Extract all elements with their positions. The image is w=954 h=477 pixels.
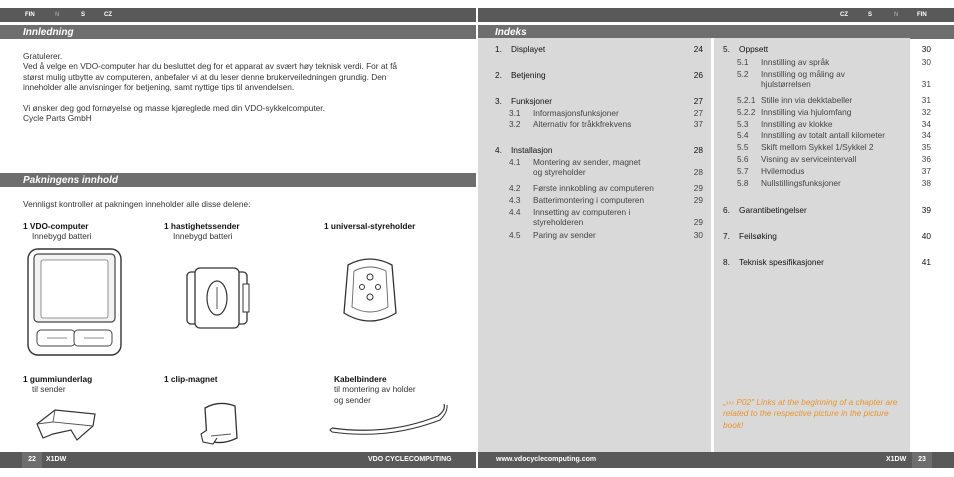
intro-spacer xyxy=(23,93,473,103)
lang-cz: CZ xyxy=(840,12,848,18)
toc-label: Displayet xyxy=(511,44,546,54)
note-line: „››› P02" Links at the beginning of a chapter are xyxy=(723,397,898,407)
toc-label: Første innkobling av computeren xyxy=(533,183,654,193)
toc-page: 41 xyxy=(921,257,931,267)
toc-number: 4.1 xyxy=(509,157,521,167)
toc-label: Innstilling av klokke xyxy=(761,119,833,129)
toc-number: 5.1 xyxy=(737,57,749,67)
toc-number: 3.2 xyxy=(509,119,521,129)
handlebar-mount-icon xyxy=(340,255,400,327)
toc-label: Innstilling via hjulomfang xyxy=(761,107,852,117)
toc-number: 3.1 xyxy=(509,108,521,118)
toc-label-continued: styreholderen xyxy=(533,217,584,228)
toc-label: Alternativ for tråkkfrekvens xyxy=(533,119,632,129)
toc-page: 24 xyxy=(693,44,703,54)
intro-line: Vi ønsker deg god fornøyelse og masse kjøreglede med din VDO-sykkelcomputer. xyxy=(23,102,325,113)
toc-label: Batterimontering i computeren xyxy=(533,195,645,205)
toc-label: Nullstillingsfunksjoner xyxy=(761,178,841,188)
column-gap xyxy=(711,38,714,452)
toc-label: Oppsett xyxy=(739,44,769,54)
lang-n: N xyxy=(894,12,899,18)
item-title: Kabelbindere xyxy=(334,374,387,384)
item-title: 1 clip-magnet xyxy=(164,374,218,384)
toc-page: 40 xyxy=(921,231,931,241)
toc-number: 3. xyxy=(495,96,502,106)
package-item-magnet xyxy=(164,374,217,384)
toc-label: Installasjon xyxy=(511,145,553,155)
intro-text xyxy=(23,51,473,123)
toc-number: 8. xyxy=(723,257,730,267)
toc-label-continued: hjulstørrelsen xyxy=(761,79,811,90)
item-subtitle: Innebygd batteri xyxy=(32,231,92,242)
toc-page: 29 xyxy=(693,195,703,205)
toc-number: 5.8 xyxy=(737,178,749,188)
toc-number: 5.3 xyxy=(737,119,749,129)
lang-s: S xyxy=(868,12,873,18)
intro-line: Gratulerer. xyxy=(23,51,63,61)
item-subtitle: til montering av holder xyxy=(334,384,416,395)
page-divider xyxy=(476,452,478,468)
toc-number: 4.4 xyxy=(509,207,521,217)
website-url: www.vdocyclecomputing.com xyxy=(496,456,597,463)
intro-line: Ved å velge en VDO-computer har du besluttet deg for et apparat av svært høy teknisk verdi. For at få xyxy=(23,61,398,72)
index-list-1 xyxy=(495,44,703,254)
toc-label: Visning av serviceintervall xyxy=(761,154,857,164)
package-item-sensor xyxy=(164,221,240,242)
toc-page: 27 xyxy=(693,96,703,106)
left-page-number: 22 xyxy=(22,452,42,468)
item-title: 1 universal-styreholder xyxy=(324,221,416,231)
toc-number: 4. xyxy=(495,145,502,155)
package-intro: Vennligst kontroller at pakningen inneholder alle disse delene: xyxy=(23,199,251,209)
lang-fin: FIN xyxy=(917,12,927,18)
toc-number: 2. xyxy=(495,70,502,80)
toc-page: 36 xyxy=(921,154,931,164)
toc-number: 7. xyxy=(723,231,730,241)
toc-number: 1. xyxy=(495,44,502,54)
item-subtitle: til sender xyxy=(32,384,66,395)
chapter-link-note xyxy=(723,397,943,431)
toc-number: 5.6 xyxy=(737,154,749,164)
package-item-rubber xyxy=(23,374,92,395)
toc-number: 5.5 xyxy=(737,142,749,152)
speed-sensor-icon xyxy=(183,266,253,330)
toc-label: Feilsøking xyxy=(739,231,777,241)
toc-label: Innstilling av språk xyxy=(761,57,830,67)
lang-s: S xyxy=(81,12,86,18)
top-language-bar-right xyxy=(478,8,954,22)
toc-number: 5.2.2 xyxy=(737,107,756,117)
toc-number: 5.4 xyxy=(737,130,749,140)
toc-number: 5.2 xyxy=(737,69,749,79)
toc-number: 5. xyxy=(723,44,730,54)
toc-page: 38 xyxy=(921,178,931,188)
toc-label-continued: og styreholder xyxy=(533,167,586,178)
cable-tie-icon xyxy=(328,402,450,438)
index-heading: Indeks xyxy=(478,25,954,39)
lang-cz: CZ xyxy=(104,12,112,18)
lang-n: N xyxy=(55,12,60,18)
toc-label: Montering av sender, magnet xyxy=(533,157,641,167)
toc-page: 34 xyxy=(921,119,931,129)
toc-page: 28 xyxy=(693,145,703,155)
toc-page: 27 xyxy=(693,108,703,118)
package-heading: Pakningens innhold xyxy=(0,173,476,187)
right-page-number: 23 xyxy=(912,452,932,468)
intro-line: inneholder alle anvisninger for betjening, samt nyttige tips til anvendelsen. xyxy=(23,82,295,93)
item-subtitle: og sender xyxy=(334,394,371,405)
lang-fin: FIN xyxy=(25,12,35,18)
item-title: 1 gummiunderlag xyxy=(23,374,93,384)
toc-page: 31 xyxy=(921,95,931,105)
toc-page: 34 xyxy=(921,130,931,140)
toc-label: Innstilling og måling av xyxy=(761,69,845,79)
toc-label: Innstilling av totalt antall kilometer xyxy=(761,130,886,140)
item-title: 1 VDO-computer xyxy=(23,221,89,231)
toc-page: 30 xyxy=(921,57,931,67)
note-line: book! xyxy=(723,419,744,430)
toc-label: Paring av sender xyxy=(533,230,596,240)
intro-heading: Innledning xyxy=(0,25,476,39)
toc-page: 32 xyxy=(921,107,931,117)
brand-name: VDO CYCLECOMPUTING xyxy=(368,456,452,463)
toc-page: 37 xyxy=(693,119,703,129)
right-model: X1DW xyxy=(886,456,907,463)
toc-label: Funksjoner xyxy=(511,96,553,106)
package-item-cableties xyxy=(334,374,416,405)
intro-line: Cycle Parts GmbH xyxy=(23,113,92,124)
intro-line: størst mulig utbytte av computeren, anbefaler vi at du leser denne brukerveiledningen grundig. Den xyxy=(23,71,387,82)
note-line: related to the respective picture in the picture xyxy=(723,408,889,419)
toc-number: 5.2.1 xyxy=(737,95,756,105)
toc-label: Skift mellom Sykkel 1/Sykkel 2 xyxy=(761,142,874,152)
toc-number: 4.3 xyxy=(509,195,521,205)
bike-computer-icon xyxy=(27,248,122,356)
toc-number: 5.7 xyxy=(737,166,749,176)
toc-page: 28 xyxy=(693,167,703,178)
toc-page: 29 xyxy=(693,217,703,228)
toc-number: 4.5 xyxy=(509,230,521,240)
toc-label: Hvilemodus xyxy=(761,166,805,176)
item-title: 1 hastighetssender xyxy=(164,221,240,231)
toc-number: 4.2 xyxy=(509,183,521,193)
toc-label: Teknisk spesifikasjoner xyxy=(739,257,824,267)
toc-page: 30 xyxy=(921,44,931,54)
toc-label: Stille inn via dekktabeller xyxy=(761,95,853,105)
toc-page: 31 xyxy=(921,79,931,90)
toc-label: Informasjonsfunksjoner xyxy=(533,108,619,118)
toc-page: 26 xyxy=(693,70,703,80)
left-model: X1DW xyxy=(46,456,67,463)
toc-label: Betjening xyxy=(511,70,546,80)
package-item-mount xyxy=(324,221,415,231)
item-subtitle: Innebygd batteri xyxy=(173,231,233,242)
index-list-2 xyxy=(723,44,931,274)
toc-page: 37 xyxy=(921,166,931,176)
toc-page: 30 xyxy=(693,230,703,240)
toc-page: 39 xyxy=(921,205,931,215)
toc-page: 29 xyxy=(693,183,703,193)
toc-page: 35 xyxy=(921,142,931,152)
clip-magnet-icon xyxy=(197,400,243,448)
toc-number: 6. xyxy=(723,205,730,215)
rubber-pad-icon xyxy=(33,404,99,442)
toc-label: Garantibetingelser xyxy=(739,205,807,215)
toc-label: Innsetting av computeren i xyxy=(533,207,631,217)
package-item-computer xyxy=(23,221,92,242)
top-language-bar-left xyxy=(0,8,476,22)
